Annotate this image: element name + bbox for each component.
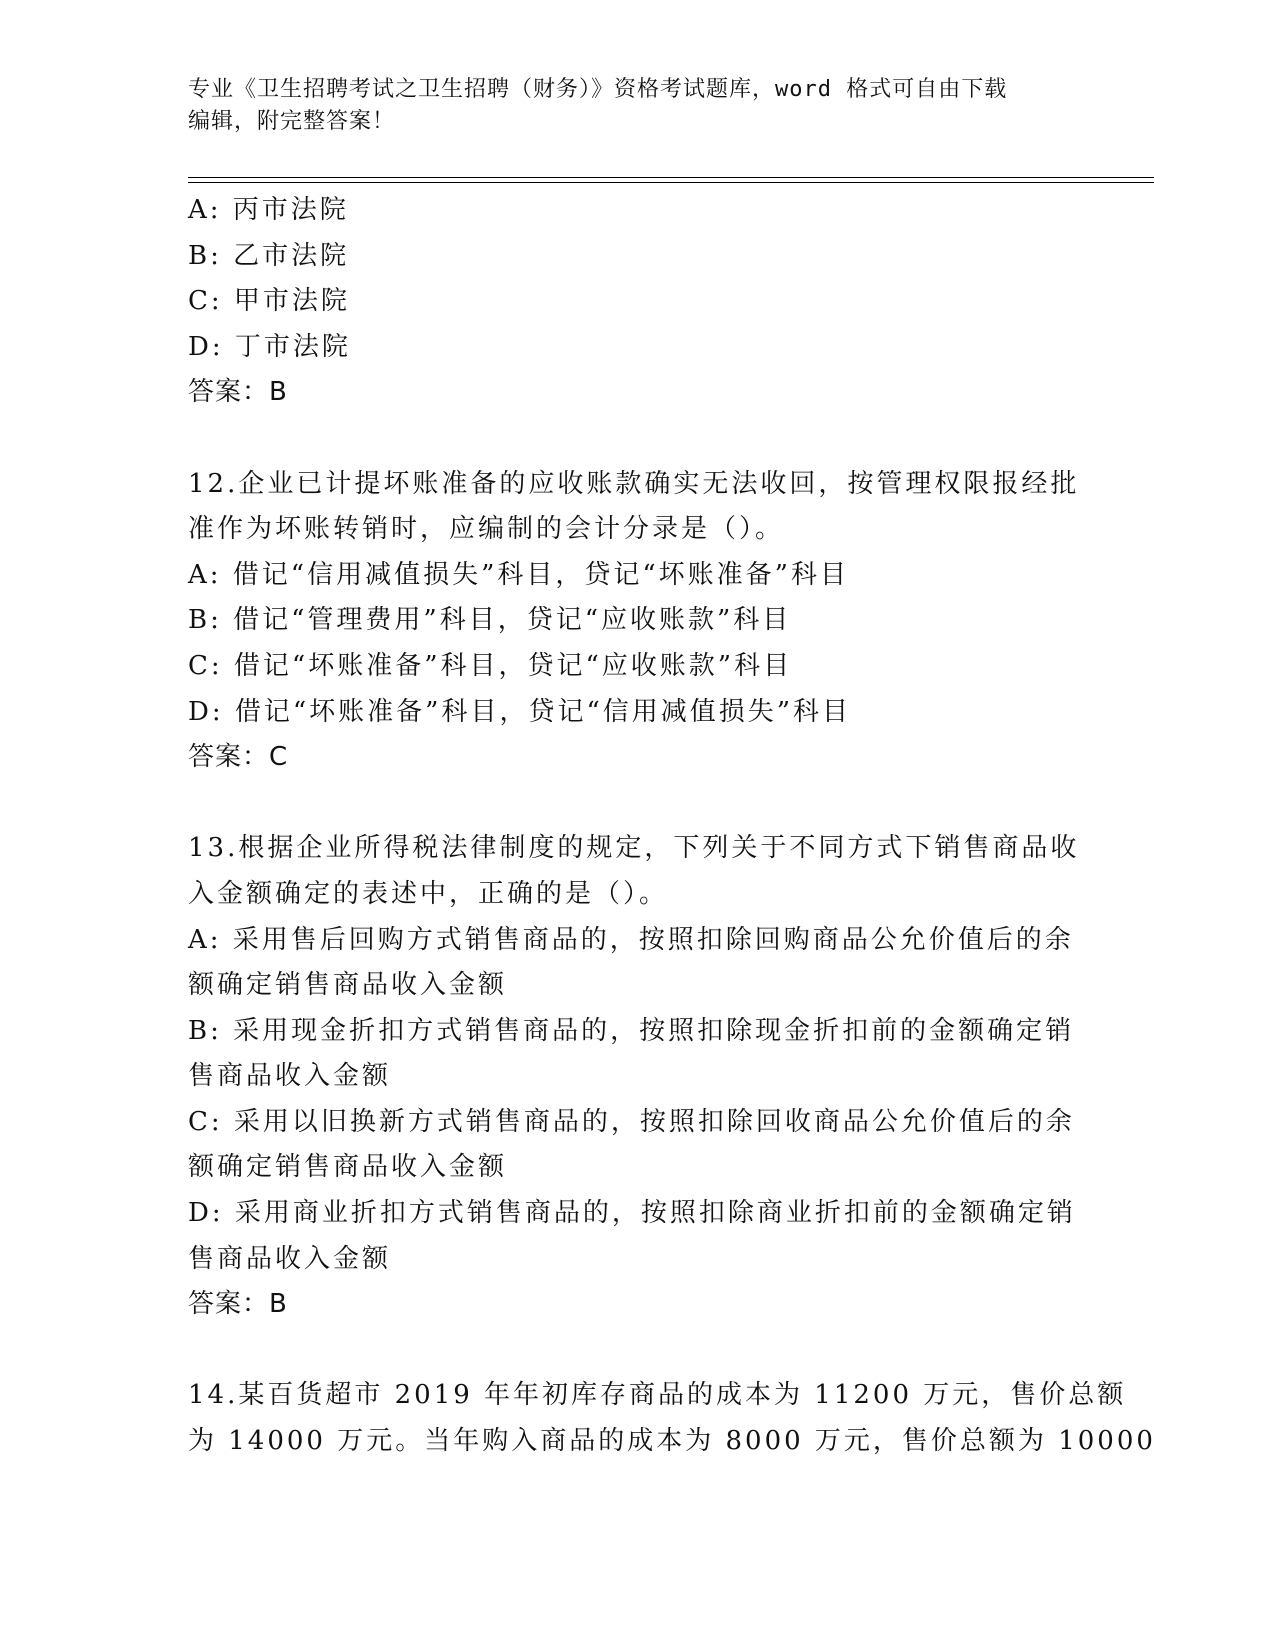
question-spacer [188,781,1148,827]
q13-option-c-line-2: 额确定销售商品收入金额 [188,1152,508,1183]
q13-option-d-line-2: 售商品收入金额 [188,1243,392,1274]
q11-option-c: C: 甲市法院 [188,286,350,317]
q14-stem-line-1: 14.某百货超市 2019 年年初库存商品的成本为 11200 万元，售价总额 [188,1380,1127,1411]
q13-option-b-line-1: B: 采用现金折扣方式销售商品的，按照扣除现金折扣前的金额确定销 [188,1015,1075,1046]
q14-stem-line-2: 为 14000 万元。当年购入商品的成本为 8000 万元，售价总额为 10000 [188,1426,1156,1457]
q11-option-d: D: 丁市法院 [188,331,351,362]
q13-option-d-line-1: D: 采用商业折扣方式销售商品的，按照扣除商业折扣前的金额确定销 [188,1198,1076,1229]
header-line-2: 编辑，附完整答案！ [188,109,396,134]
header-line-1: 专业《卫生招聘考试之卫生招聘（财务）》资格考试题库，word 格式可自由下载 [188,77,1008,102]
q12-option-b: B: 借记“管理费用”科目，贷记“应收账款”科目 [188,605,792,636]
q11-option-b: B: 乙市法院 [188,240,350,271]
q13-option-b-line-2: 售商品收入金额 [188,1061,392,1092]
q12-option-d: D: 借记“坏账准备”科目，贷记“信用减值损失”科目 [188,696,852,727]
q12-stem-line-2: 准作为坏账转销时，应编制的会计分录是（）。 [188,514,785,545]
q13-stem-line-1: 13.根据企业所得税法律制度的规定，下列关于不同方式下销售商品收 [188,833,1080,864]
q12-option-c: C: 借记“坏账准备”科目，贷记“应收账款”科目 [188,650,793,681]
question-spacer [188,416,1148,462]
q13-answer: 答案：B [188,1289,288,1320]
q11-option-a: A: 丙市法院 [188,195,349,225]
question-11 [188,188,1148,416]
question-13 [188,826,1148,1328]
document-body [188,188,1156,1465]
q11-answer: 答案：B [188,377,288,408]
question-14 [188,1373,1156,1464]
question-spacer [188,1328,1148,1374]
header-divider-bottom [188,182,1154,183]
q12-answer: 答案：C [188,742,289,773]
q13-option-a-line-2: 额确定销售商品收入金额 [188,970,508,1001]
question-12 [188,462,1148,781]
q13-option-c-line-1: C: 采用以旧换新方式销售商品的，按照扣除回收商品公允价值后的余 [188,1106,1075,1137]
q12-stem-line-1: 12.企业已计提坏账准备的应收账款确实无法收回，按管理权限报经批 [188,468,1080,499]
q13-option-a-line-1: A: 采用售后回购方式销售商品的，按照扣除回购商品公允价值后的余 [188,924,1074,955]
document-header [188,74,1088,138]
header-divider-top [188,177,1154,178]
q12-option-a: A: 借记“信用减值损失”科目，贷记“坏账准备”科目 [188,559,849,590]
q13-stem-line-2: 入金额确定的表述中，正确的是（）。 [188,878,669,909]
